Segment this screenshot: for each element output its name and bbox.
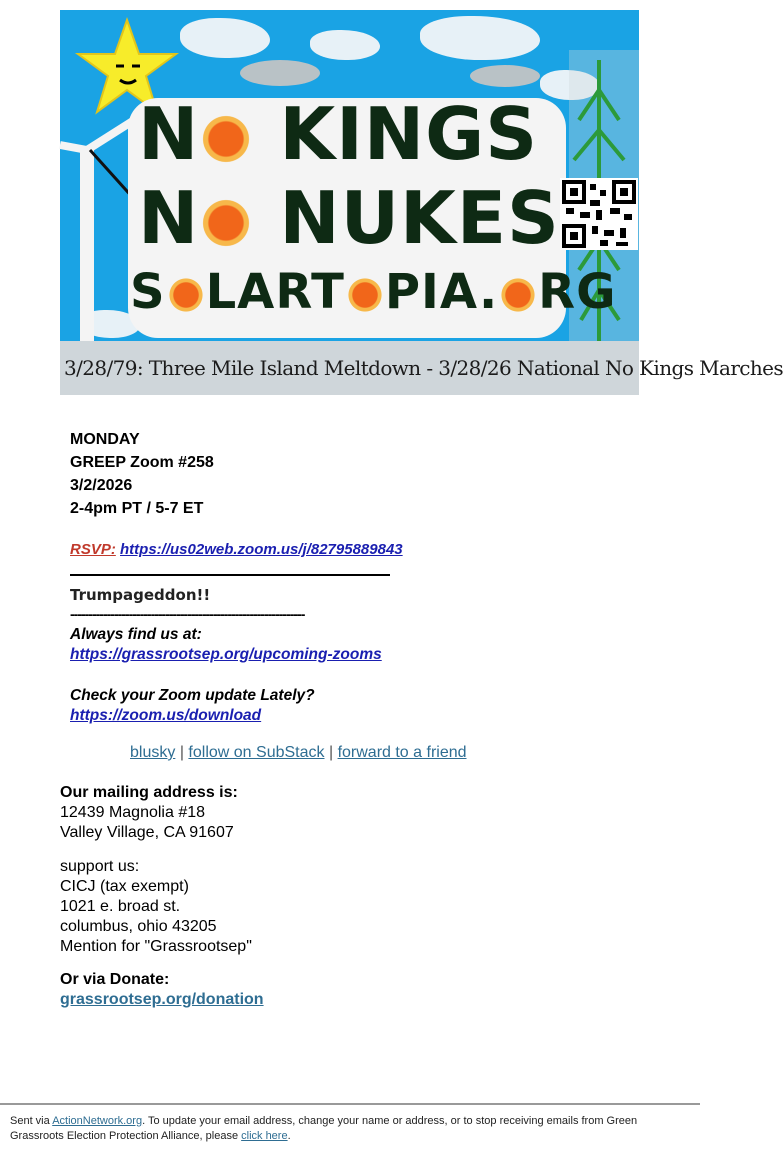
address-line: Valley Village, CA 91607 <box>60 824 234 841</box>
banner-text: RG <box>538 264 617 320</box>
banner-text: KINGS <box>253 92 539 176</box>
donate-heading: Or via Donate: <box>60 971 170 988</box>
footer-text: Sent via <box>10 1115 53 1127</box>
cloud-shape <box>420 16 540 60</box>
event-time: 2-4pm PT / 5-7 ET <box>70 500 204 517</box>
support-info <box>60 857 252 957</box>
banner-caption: 3/28/79: Three Mile Island Meltdown - 3/28/26 National No Kings Marches <box>60 341 639 395</box>
banner-text: PIA. <box>384 264 499 320</box>
email-footer <box>0 1103 700 1154</box>
sun-icon <box>201 114 251 164</box>
cloud-shape <box>470 65 540 87</box>
banner-line-solartopia <box>130 264 617 320</box>
rsvp-zoom-link[interactable]: https://us02web.zoom.us/j/82795889843 <box>120 541 403 558</box>
event-title: GREEP Zoom #258 <box>70 454 214 471</box>
banner-text: S <box>130 264 166 320</box>
banner-text: NUKES <box>253 176 560 260</box>
upcoming-zooms-link[interactable]: https://grassrootsep.org/upcoming-zooms <box>70 646 382 663</box>
event-day: MONDAY <box>70 431 140 448</box>
sun-icon <box>168 277 204 313</box>
support-line: support us: <box>60 858 140 875</box>
donate-block <box>60 970 264 1010</box>
sun-icon <box>500 277 536 313</box>
event-banner-image <box>60 10 783 395</box>
actionnetwork-link[interactable]: ActionNetwork.org <box>52 1115 143 1127</box>
find-us-block <box>70 625 382 665</box>
sun-icon <box>201 198 251 248</box>
forward-to-friend-link[interactable]: forward to a friend <box>337 744 467 761</box>
mailing-heading: Our mailing address is: <box>60 784 238 801</box>
zoom-download-link[interactable]: https://zoom.us/download <box>70 707 262 724</box>
divider <box>70 574 390 576</box>
banner-line-no-nukes <box>138 176 560 260</box>
rsvp-line <box>70 541 403 558</box>
zoom-update-block <box>70 686 315 726</box>
cloud-shape <box>240 60 320 86</box>
substack-link[interactable]: follow on SubStack <box>188 744 325 761</box>
donation-link[interactable]: grassrootsep.org/donation <box>60 991 264 1008</box>
cloud-shape <box>310 30 380 60</box>
support-line: Mention for "Grassrootsep" <box>60 938 252 955</box>
address-line: 12439 Magnolia #18 <box>60 804 206 821</box>
rsvp-label: RSVP: <box>70 541 116 558</box>
banner-text: N <box>138 92 200 176</box>
bluesky-link[interactable]: blusky <box>130 744 176 761</box>
event-details <box>70 428 214 520</box>
support-line: CICJ (tax exempt) <box>60 878 189 895</box>
banner-line-no-kings <box>138 92 539 176</box>
footer-text: . To update your email address, change your name or address, or to stop receiving emails from Green Grassroots Election Protection Alliance, please <box>10 1115 638 1142</box>
trumpageddon-heading: Trumpageddon!! <box>70 586 211 604</box>
banner-text: LART <box>205 264 345 320</box>
unsubscribe-link[interactable]: click here <box>241 1130 288 1142</box>
banner-text: N <box>138 176 200 260</box>
event-date: 3/2/2026 <box>70 477 133 494</box>
zoom-update-label: Check your Zoom update Lately? <box>70 687 315 704</box>
find-us-label: Always find us at: <box>70 626 202 643</box>
sun-icon <box>347 277 383 313</box>
cloud-shape <box>180 18 270 58</box>
support-line: 1021 e. broad st. <box>60 898 181 915</box>
footer-text: . <box>287 1130 291 1142</box>
support-line: columbus, ohio 43205 <box>60 918 217 935</box>
separator: | <box>179 744 184 761</box>
separator: | <box>328 744 334 761</box>
mailing-address <box>60 783 238 843</box>
qr-code-icon <box>560 178 638 250</box>
dashed-divider: ---------------------------------------------------------------- <box>70 606 305 622</box>
social-links <box>130 744 467 762</box>
